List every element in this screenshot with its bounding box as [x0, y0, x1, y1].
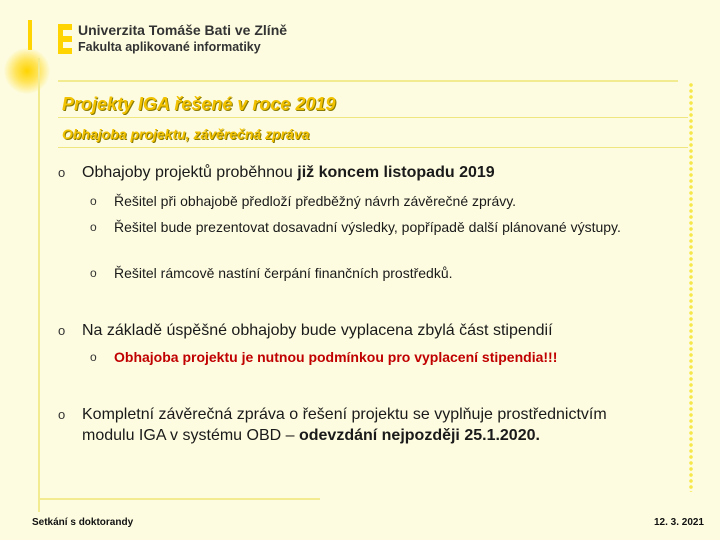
list-item — [58, 404, 658, 446]
bullet-emphasis: odevzdání nejpozději 25.1.2020. — [298, 427, 540, 444]
university-logo — [58, 22, 287, 56]
university-name: Univerzita Tomáše Bati ve Zlíně — [78, 22, 288, 38]
bullet-circle-icon: o — [58, 165, 66, 180]
sub-list-item — [90, 218, 670, 237]
sub-bullet-warning: Obhajoba projektu je nutnou podmínkou pro vyplacení stipendia!!! — [114, 349, 558, 365]
bullet-text: Na základě úspěšné obhajoby bude vyplacena zbylá část stipendií — [82, 322, 553, 339]
footer-event-name: Setkání s doktorandy — [32, 517, 134, 528]
faculty-name: Fakulta aplikované informatiky — [78, 40, 261, 54]
bullet-circle-icon: o — [90, 266, 97, 280]
sub-bullet-text: Řešitel bude prezentovat dosavadní výsledky, popřípadě další plánované výstupy. — [114, 219, 621, 235]
header-accent-bar — [28, 20, 32, 50]
frame-top-line — [58, 80, 678, 82]
sub-bullet-text: Řešitel rámcově nastíní čerpání finančních prostředků. — [114, 265, 453, 281]
corner-decoration — [4, 48, 50, 94]
subtitle-divider — [58, 147, 688, 148]
bullet-text: Kompletní závěrečná zpráva o řešení projektu se vyplňuje prostřednictvím modulu IGA v systému OBD – — [82, 406, 607, 444]
frame-bottom-line — [38, 498, 320, 500]
frame-left-line — [38, 58, 40, 512]
slide-subtitle: Obhajoba projektu, závěrečná zpráva — [62, 126, 310, 142]
bullet-text: Obhajoby projektů proběhnou — [82, 164, 298, 181]
slide-title: Projekty IGA řešené v roce 2019 — [62, 94, 336, 114]
sub-list-item — [90, 192, 670, 211]
bullet-circle-icon: o — [58, 323, 66, 338]
bullet-emphasis: již koncem listopadu 2019 — [297, 164, 495, 181]
bullet-circle-icon: o — [58, 407, 66, 422]
sub-list-item — [90, 264, 670, 283]
footer-date: 12. 3. 2021 — [653, 517, 704, 528]
dotted-border-decoration — [688, 82, 694, 492]
bullet-circle-icon: o — [90, 350, 97, 364]
title-divider — [58, 117, 688, 118]
list-item — [58, 320, 658, 341]
bullet-circle-icon: o — [90, 194, 97, 208]
sub-bullet-text: Řešitel při obhajobě předloží předběžný návrh závěrečné zprávy. — [114, 193, 517, 209]
utb-logo-icon — [58, 24, 72, 54]
bullet-circle-icon: o — [90, 220, 97, 234]
list-item — [58, 162, 658, 183]
sub-list-item — [90, 348, 670, 367]
